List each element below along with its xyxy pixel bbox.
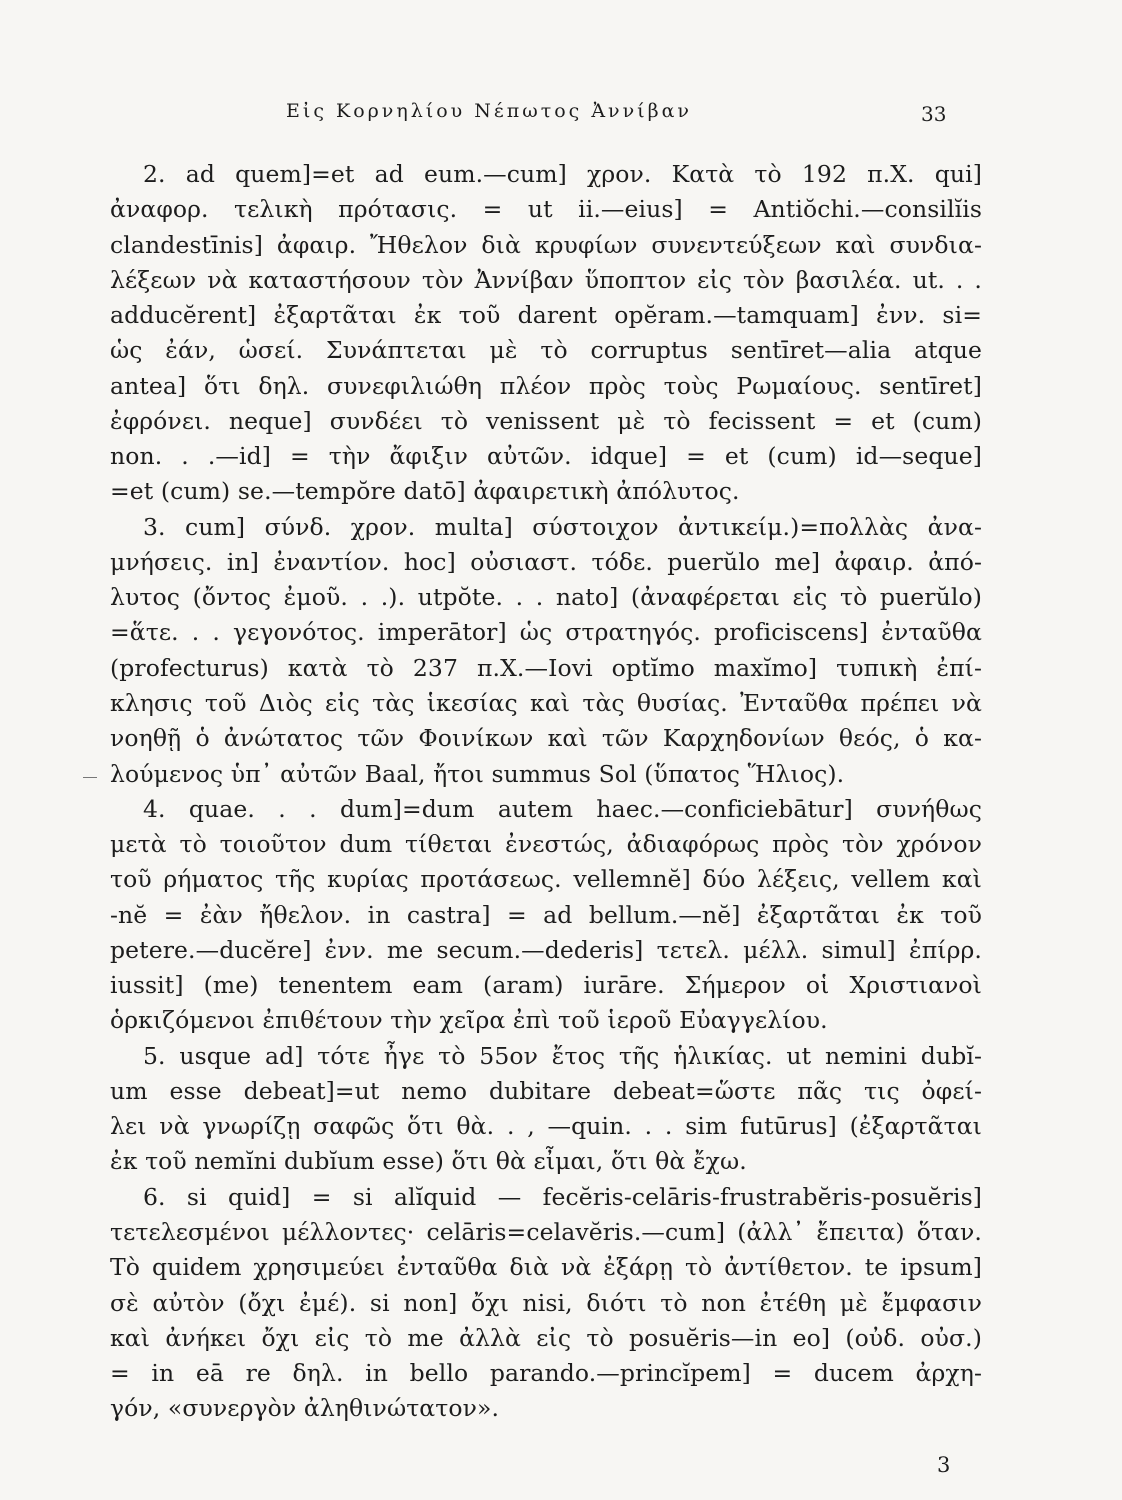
text-line: λέξεων νὰ καταστήσουν τὸν Ἀννίβαν ὕποπτον εἰς τὸν βασιλέα. ut. . .	[110, 265, 982, 294]
text-line: λούμενος ὑπ᾽ αὐτῶν Baal, ἤτοι summus Sol (ὕπατος Ἥλιος).	[110, 759, 845, 788]
text-line: ὡς ἐάν, ὡσεί. Συνάπτεται μὲ τὸ corruptus sentīret—alia atque	[110, 336, 982, 365]
text-line: Τὸ quidem χρησιμεύει ἐνταῦθα διὰ νὰ ἐξάρῃ τὸ ἀντίθετον. te ipsum]	[110, 1253, 982, 1282]
text-line: 4. quae. . . dum]=dum autem haec.—conficiebātur] συνήθως	[143, 794, 982, 823]
text-line: (profecturus) κατὰ τὸ 237 π.Χ.—Iovi optĭmo maxĭmo] τυπικὴ ἐπί-	[110, 653, 982, 682]
text-line: antea] ὅτι δηλ. συνεφιλιώθη πλέον πρὸς τοὺς Ρωμαίους. sentīret]	[110, 371, 982, 400]
text-line: καὶ ἀνήκει ὄχι εἰς τὸ me ἀλλὰ εἰς τὸ posuĕris—in eo] (οὐδ. οὐσ.)	[110, 1323, 982, 1352]
text-line: 6. si quid] = si alĭquid — fecĕris-celāris-frustrabĕris-posuĕris]	[143, 1182, 982, 1211]
text-line: τοῦ ρήματος τῆς κυρίας προτάσεως. vellemnĕ] δύο λέξεις, vellem καὶ	[110, 865, 982, 894]
text-line: 3. cum] σύνδ. χρον. multa] σύστοιχον ἀντικείμ.)=πολλὰς ἀνα-	[143, 512, 982, 541]
running-title: Εἰς Κορνηλίου Νέπωτος Ἀννίβαν	[286, 100, 692, 122]
text-line: σὲ αὐτὸν (ὄχι ἐμέ). si non] ὄχι nisi, διότι τὸ non ἐτέθη μὲ ἔμφασιν	[110, 1288, 982, 1317]
text-line: ἐκ τοῦ nemĭni dubĭum esse) ὅτι θὰ εἶμαι, ὅτι θὰ ἔχω.	[110, 1147, 747, 1176]
signature-mark: 3	[937, 1453, 951, 1477]
text-line: ἐφρόνει. neque] συνδέει τὸ venissent μὲ τὸ fecissent = et (cum)	[110, 406, 982, 435]
text-line: =ἅτε. . . γεγονότος. imperātor] ὡς στρατηγός. proficiscens] ἐνταῦθα	[110, 618, 982, 647]
margin-mark	[83, 777, 97, 778]
text-line: γόν, «συνεργὸν ἀληθινώτατον».	[110, 1394, 500, 1423]
text-line: λει νὰ γνωρίζῃ σαφῶς ὅτι θὰ. . , —quin. . . sim futūrus] (ἐξαρτᾶται	[110, 1112, 982, 1141]
text-line: clandestīnis] ἀφαιρ. Ἤθελον διὰ κρυφίων συνεντεύξεων καὶ συνδια-	[110, 230, 982, 259]
page-number: 33	[921, 102, 947, 126]
text-line: = in eā re δηλ. in bello parando.—princĭpem] = ducem ἀρχη-	[110, 1359, 982, 1388]
text-line: ὁρκιζόμενοι ἐπιθέτουν τὴν χεῖρα ἐπὶ τοῦ ἱεροῦ Εὐαγγελίου.	[110, 1006, 828, 1035]
text-line: -nĕ = ἐὰν ἤθελον. in castra] = ad bellum.—nĕ] ἐξαρτᾶται ἐκ τοῦ	[110, 900, 982, 929]
text-line: =et (cum) se.—tempŏre datō] ἀφαιρετικὴ ἀπόλυτος.	[110, 477, 740, 506]
text-line: μετὰ τὸ τοιοῦτον dum τίθεται ἐνεστώς, ἀδιαφόρως πρὸς τὸν χρόνον	[110, 830, 982, 859]
text-line: 2. ad quem]=et ad eum.—cum] χρον. Κατὰ τὸ 192 π.Χ. qui]	[143, 160, 982, 188]
text-line: non. . .—id] = τὴν ἄφιξιν αὐτῶν. idque] = et (cum) id—seque]	[110, 442, 982, 471]
commentary-text	[110, 157, 982, 1427]
text-line: μνήσεις. in] ἐναντίον. hoc] οὐσιαστ. τόδε. puerŭlo me] ἀφαιρ. ἀπό-	[110, 547, 982, 576]
text-line: τετελεσμένοι μέλλοντες· celāris=celavĕris.—cum] (ἀλλ᾽ ἔπειτα) ὅταν.	[110, 1217, 982, 1246]
text-line: petere.—ducĕre] ἐνν. me secum.—dederis] τετελ. μέλλ. simul] ἐπίρρ.	[110, 935, 982, 964]
text-line: iussit] (me) tenentem eam (aram) iurāre. Σήμερον οἱ Χριστιανοὶ	[110, 971, 982, 1000]
text-line: ἀναφορ. τελικὴ πρότασις. = ut ii.—eius] = Antiŏchi.—consilĭis	[110, 195, 982, 224]
text-line: κλησις τοῦ Διὸς εἰς τὰς ἱκεσίας καὶ τὰς θυσίας. Ἐνταῦθα πρέπει νὰ	[110, 688, 982, 717]
text-line: νοηθῇ ὁ ἀνώτατος τῶν Φοινίκων καὶ τῶν Καρχηδονίων θεός, ὁ κα-	[110, 724, 982, 753]
text-line: um esse debeat]=ut nemo dubitare debeat=ὥστε πᾶς τις ὀφεί-	[110, 1076, 982, 1105]
text-line: λυτος (ὄντος ἐμοῦ. . .). utpŏte. . . nato] (ἀναφέρεται εἰς τὸ puerŭlo)	[110, 583, 982, 612]
text-line: adducĕrent] ἐξαρτᾶται ἐκ τοῦ darent opĕram.—tamquam] ἐνν. si=	[110, 301, 982, 330]
text-line: 5. usque ad] τότε ἦγε τὸ 55ον ἔτος τῆς ἡλικίας. ut nemini dubĭ-	[143, 1041, 982, 1070]
